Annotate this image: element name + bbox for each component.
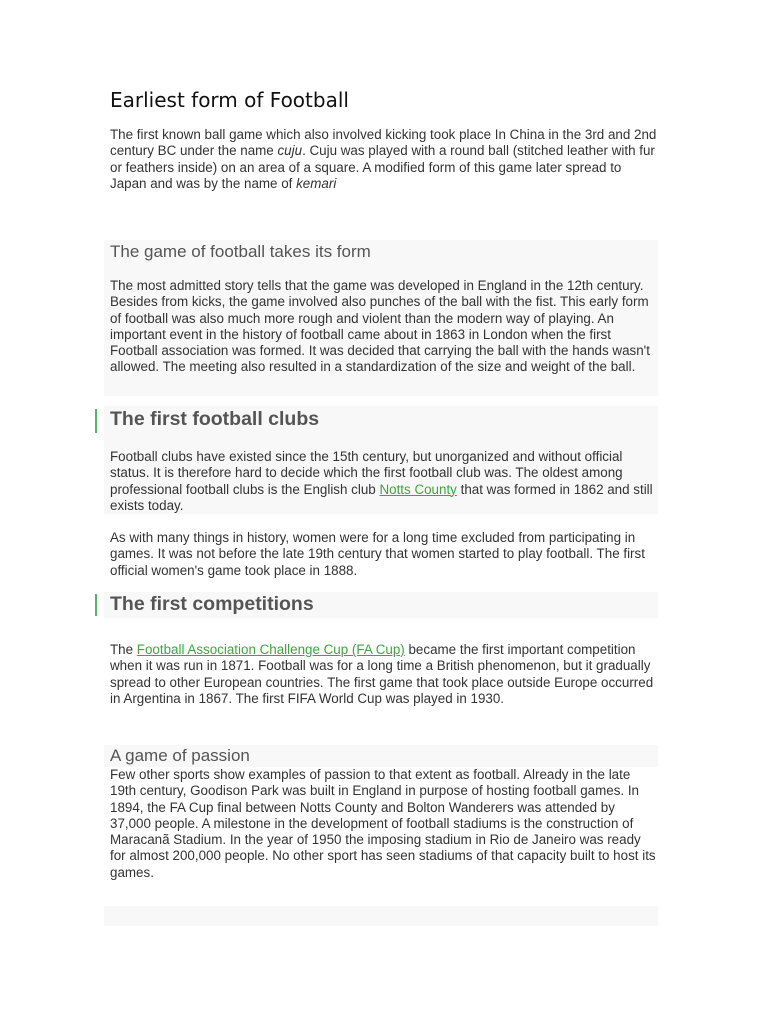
section-competitions-accent-bar — [95, 594, 97, 616]
clubs-text-before: Football clubs have existed since the 15th century, but unorganized and without official status. It is therefore hard to decide which the first football club was. The oldest among professional football clubs is the English club — [110, 449, 623, 497]
notts-county-link[interactable]: Notts County — [379, 481, 457, 497]
clubs-text-after: that was formed in 1862 and still exists today. — [110, 481, 653, 513]
section-passion-paragraph: Few other sports show examples of passion to that extent as football. Already in the late 19th century, Goodison Park was built in England in purpose of hosting football games. In 1894, the FA Cup final between Notts County and Bolton Wanderers was attended by 37,000 people. A milestone in the development of football stadiums is the construction of Maracanã Stadium. In the year of 1950 the imposing stadium in Rio de Janeiro was ready for almost 200,000 people. No other sport has seen stadiums of that capacity built to host its games. — [110, 767, 656, 880]
section-passion-heading: A game of passion — [110, 746, 250, 765]
intro-paragraph — [110, 127, 658, 192]
page-title: Earliest form of Football — [110, 88, 349, 112]
section-form-heading: The game of football takes its form — [110, 242, 371, 261]
intro-term-kemari: kemari — [296, 175, 337, 191]
section-competitions-paragraph — [110, 642, 658, 707]
section-form-paragraph: The most admitted story tells that the game was developed in England in the 12th century. Besides from kicks, the game involved also punches of the ball with the fist. This early form of football was also much more rough and violent than the modern way of playing. An important event in the history of football came about in 1863 in London when the first Football association was formed. It was decided that carrying the ball with the hands wasn't allowed. The meeting also resulted in a standardization of the size and weight of the ball. — [110, 278, 650, 375]
intro-text-1: The first known ball game which also involved kicking took place In China in the 3rd and 2nd century BC under the name — [110, 127, 657, 159]
section-competitions-heading: The first competitions — [110, 593, 314, 615]
intro-term-cuju: cuju — [277, 143, 303, 159]
fa-cup-link[interactable]: Football Association Challenge Cup (FA Cup) — [136, 642, 405, 657]
section-clubs-heading: The first football clubs — [110, 408, 320, 430]
empty-shaded-block — [104, 906, 658, 926]
women-paragraph: As with many things in history, women were for a long time excluded from participating in games. It was not before the late 19th century that women started to play football. The first official women's game took place in 1888. — [110, 530, 645, 578]
section-clubs-accent-bar — [95, 409, 97, 433]
section-clubs-paragraph — [110, 449, 658, 514]
competitions-text-after: became the first important competition when it was run in 1871. Football was for a long time a British phenomenon, but it gradually spread to other European countries. The first game that took place outside Europe occurred in Argentina in 1867. The first FIFA World Cup was played in 1930. — [110, 642, 654, 706]
competitions-text-before: The — [110, 642, 137, 657]
intro-text-2: . Cuju was played with a round ball (stitched leather with fur or feathers inside) on an area of a square. A modified form of this game later spread to Japan and was by the name of — [110, 143, 655, 191]
